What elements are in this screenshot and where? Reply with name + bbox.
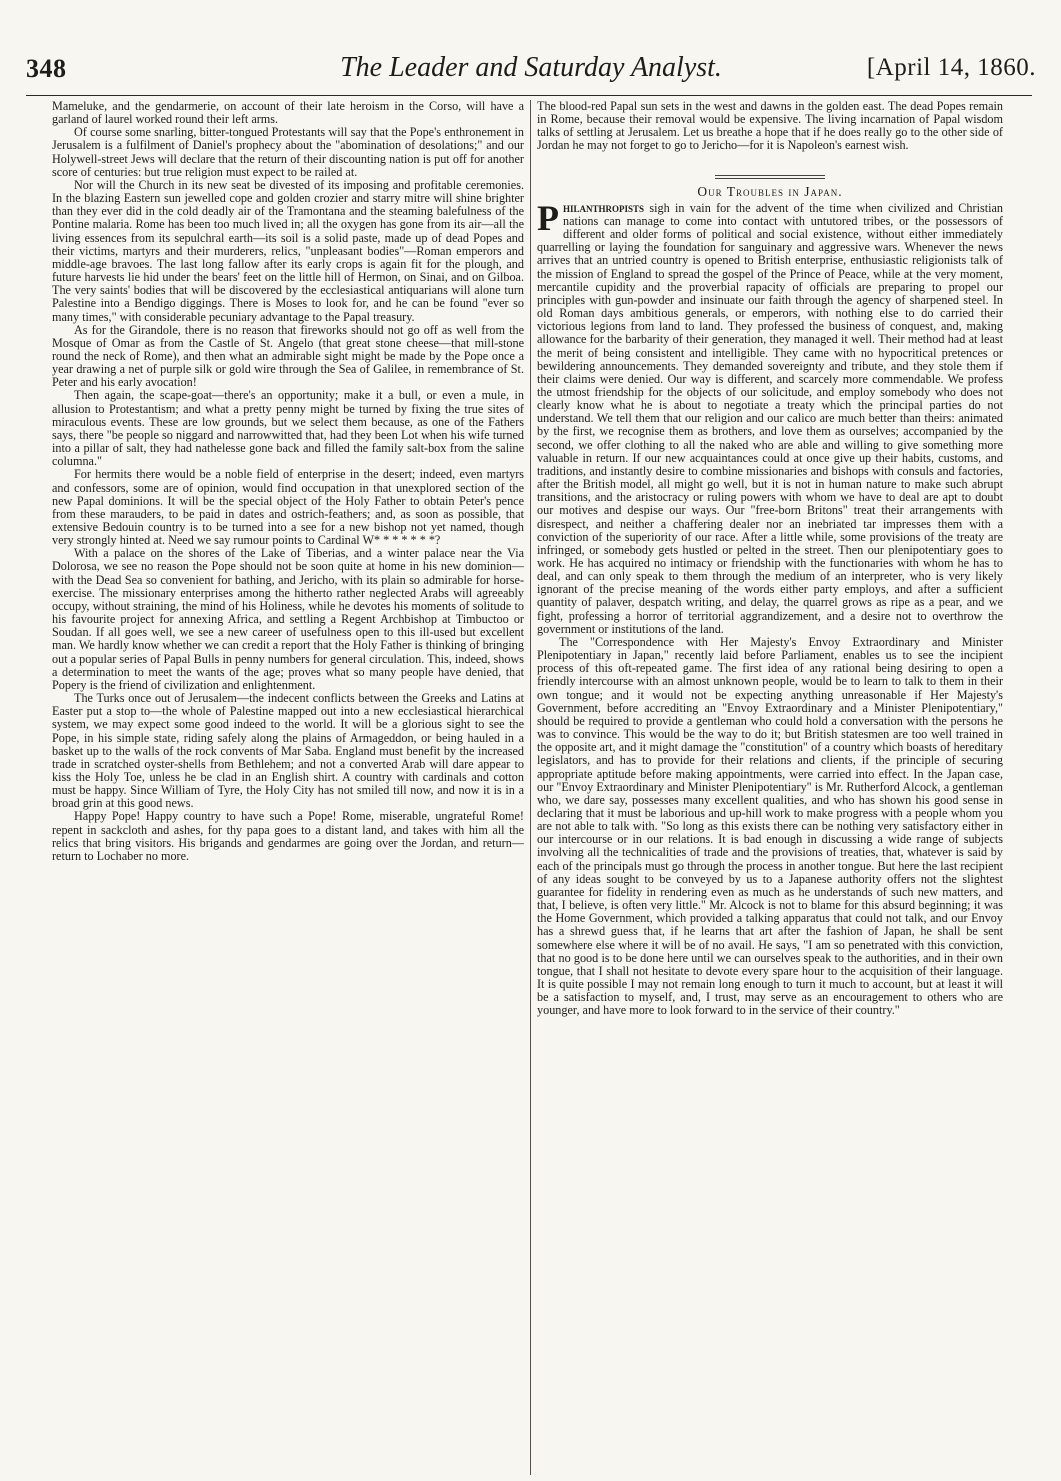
paragraph: For hermits there would be a noble field of enterprise in the desert; indeed, even martyrs and confessors, some are of opinion, would find occupation in that unexplored section of the new Papal dominions. It will be the special object of the Holy Father to obtain Peter's pence from these marauders, to be paid in dates and ostrich-feathers; and, as soon as possible, that extensive Bedouin country is to be turned into a see for a new bishop not yet named, though very strongly hinted at. Need we say rumour points to Cardinal W* * * * * * *?	[52, 467, 524, 548]
article-first-word: hilanthropists	[563, 200, 645, 215]
paragraph: The Turks once out of Jerusalem—the indecent conflicts between the Greeks and Latins at Easter put a stop to—the whole of Palestine mapped out into a new ecclesiastical hierarchical system, we may expect some good indeed to the world. It will be a glorious sight to see the Pope, in his simple state, riding safely along the plains of Armageddon, or being hauled in a basket up to the walls of the rock convents of Mar Saba. England must benefit by the increased trade in scratched oyster-shells from Bethlehem; and not a converted Arab will dare appear to kiss the Holy Toe, unless he be clad in an English shirt. A country with cardinals and cotton must be happy. Since William of Tyre, the Holy City has not smiled till now, and now it is in a broad grin at this good news.	[52, 691, 524, 811]
section-rule	[715, 175, 825, 179]
left-column	[52, 100, 524, 1470]
paragraph: Then again, the scape-goat—there's an opportunity; make it a bull, or even a mule, in allusion to Protestantism; and what a pretty penny might be turned by fixing the true sites of miraculous events. These are low grounds, but we select them because, as one of the Fathers says, there "be people so niggard and narrowwitted that, had they been Lot when his wife turned into a pillar of salt, they had nathelesse gone back and filled the family salt-box from the saline columna."	[52, 388, 524, 469]
paragraph: Nor will the Church in its new seat be divested of its imposing and profitable ceremonies. In the blazing Eastern sun jewelled cope and golden crozier and starry mitre will shine brighter than they ever did in the cold deadly air of the Tramontana and the steaming balefulness of the Pontine malaria. Rome has been too much lived in; all the oxygen has gone from its air—all the living essences from its sepulchral earth—its soil is a solid paste, made up of dead Popes and their victims, martyrs and their murderers, relics, "unpleasant bodies"—Roman emperors and middle-age bravoes. The last long fallow after its early crops is again fit for the plough, and future harvests lie hid under the bears' feet on the little hill of Hermon, on Sinai, and on Gilboa. The very saints' bodies that will be discovered by the ecclesiastical antiquarians will alone turn Palestine into a Bendigo diggings. There is Moses to look for, and he can be found "ever so many times," with considerable pecuniary advantage to the Papal treasury.	[52, 177, 524, 324]
paragraph: The blood-red Papal sun sets in the west and dawns in the golden east. The dead Popes remain in Rome, because their removal would be expensive. The living incarnation of Papal wisdom talks of settling at Jerusalem. Let us breathe a hope that if he does really go to the other side of Jordan he may not forget to go to Jericho—for it is Napoleon's earnest wish.	[537, 100, 1003, 153]
right-column	[537, 100, 1003, 1470]
masthead-title: The Leader and Saturday Analyst.	[340, 52, 722, 83]
paragraph: The "Correspondence with Her Majesty's Envoy Extraordinary and Minister Plenipotentiary in Japan," recently laid before Parliament, enables us to see the incipient process of this oft-repeated game. The first idea of any rational being desiring to open a friendly intercourse with an almost unknown people, would be to learn to talk to them in their own tongue; and it would not be expecting anything unreasonable if Her Majesty's Government, before accrediting an "Envoy Extraordinary and a Minister Plenipotentiary," should be required to provide a gentleman who could hold a conversation with the persons he was to convince. This would be the way to do it; but British statesmen are too well trained in the opposite art, and it might damage the "constitution" of a country which boasts of hereditary legislators, and has to provide for their relations and clients, if the principle of securing appropriate aptitude before making appointments, were carried into effect. In the Japan case, our "Envoy Extraordinary and Minister Plenipotentiary" is Mr. Rutherford Alcock, a gentleman who, we dare say, possesses many excellent qualities, and who has shown his good sense in declaring that it must be laborious and up-hill work to make progress with a people whom you are not able to talk with. "So long as this exists there can be nothing very satisfactory either in our intercourse or in our relations. It is bad enough in discussing a wide range of subjects involving all the technicalities of trade and the provisions of treaties, that, whatever is said by each of the principals must go through the process in another tongue. But here the last recipient of any ideas sought to be conveyed by us to a Japanese authority offers not the slightest guarantee for fidelity in rendering even as much as he understands of such new matters, and that, I believe, is often very little." Mr. Alcock is not to blame for this absurd beginning; it was the Home Government, which provided a talking apparatus that could not talk, and our Envoy has a shrewd guess that, if he learns that art after the fashion of Japan, he shall be sent somewhere else where it will be of no avail. He says, "I am so penetrated with this conviction, that no good is to be done here until we can ourselves speak to the authorities, and in their own tongue, that I shall not hesitate to devote every spare hour to the acquisition of their language. It is quite possible I may not remain long enough to turn it much to account, but at least it will be a satisfaction to myself, and, I trust, may serve as an encouragement to others who are younger, and have more to look forward to in the service of their country."	[537, 634, 1003, 1018]
paragraph: Happy Pope! Happy country to have such a Pope! Rome, miserable, ungrateful Rome! repent in sackcloth and ashes, for thy papa goes to a distant land, and takes with him all the relics that bring visitors. His brigands and gendarmes are going over the Jordan, and return—return to Lochaber no more.	[52, 809, 524, 863]
paragraph: Mameluke, and the gendarmerie, on account of their late heroism in the Corso, will have a garland of laurel worked round their left arms.	[52, 100, 524, 127]
page-header	[26, 48, 1036, 90]
issue-date: [April 14, 1860.	[866, 54, 1036, 81]
paragraph: Of course some snarling, bitter-tongued Protestants will say that the Pope's enthronement in Jerusalem is a fulfilment of Daniel's prophecy about the "abomination of desolations;" and our Holywell-street Jews will declare that the return of their discounting nation is put off for another score of centuries: but true religion must expect to be railed at.	[52, 125, 524, 179]
column-rule	[530, 100, 531, 1475]
article-text: sigh in vain for the advent of the time when civilized and Christian nations can manage to come into contact with untutored tribes, or the possessors of different and older forms of political and social existence, without either immediately quarrelling or laying the foundation for sanguinary and aggressive wars. Whenever the news arrives that an untried country is opened to British enterprise, enthusiastic religionists talk of the mission of England to spread the gospel of the Prince of Peace, while at the very moment, mercantile cupidity and the proverbial rapacity of officials are preparing to propel our principles with gun-powder and insinuate our faith through the agency of sharpened steel. In old Roman days ambitious generals, or emperors, with nothing else to do carried their victorious legions from land to land. They professed the business of conquest, and, making allowance for the barbarity of their generation, they managed it well. Their method had at least the merit of being consistent and intelligible. They came with no hypocritical pretences or bewildering announcements. They demanded sovereignty and tribute, and they stole them if their claims were denied. Our way is different, and scarcely more commendable. We profess the utmost friendship for the objects of our solicitude, and employ somebody who does not clearly know what he is about to negotiate a treaty which the principal parties do not understand. We tell them that our religion and our calico are much better than theirs: animated by the first, we recognise them as brothers, and love them as ourselves; accompanied by the second, we offer clothing to all the naked who are able and willing to give something more valuable in return. If our new acquaintances could at once give up their habits, customs, and traditions, and instantly desire to combine missionaries and bishops with consuls and factories, after the British model, all might go well, but it is not in human nature to make such abrupt transitions, and the aristocracy or ruling powers with whom we have to deal are apt to doubt our motives and despise our ways. Our "free-born Britons" treat their arrangements with disrespect, and neither a chaffering dealer nor an inebriated tar impresses them with a conviction of the superiority of our race. After a little while, some provisions of the treaty are infringed, or somebody gets hustled or pelted in the street. Then our plenipotentiary goes to work. He has acquired no intimacy or friendship with the functionaries with whom he has to deal, and can only speak to them through the medium of an interpreter, who is very likely ignorant of the precise meaning of the words either party employs, and after a sufficient quantity of palaver, despatch writing, and delay, the quarrel grows as ripe as a pear, and we fight, professing a horror of territorial aggrandizement, and a desire not to overthrow the government or institutions of the land.	[537, 200, 1003, 636]
header-rule	[26, 95, 1032, 96]
page-number: 348	[26, 54, 67, 83]
article-first-paragraph	[537, 197, 1003, 636]
dropcap: P	[537, 197, 559, 238]
paragraph: With a palace on the shores of the Lake of Tiberias, and a winter palace near the Via Dolorosa, we see no reason the Pope should not be soon quite at home in his new dominion—with the Dead Sea so convenient for bathing, and Jericho, with its plain so admirable for horse-exercise. The missionary enterprises among the hitherto rather neglected Arabs will agreeably occupy, without straining, the mind of his Holiness, while he devotes his moments of solitude to his favourite project for annexing Africa, and settling a Regent Archbishop at Timbuctoo or Soudan. If all goes well, we see a new career of usefulness open to this ill-used but excellent man. We hardly know whether we can credit a report that the Holy Father is thinking of bringing out a popular series of Papal Bulls in penny numbers for general circulation. This, indeed, shows a determination to meet the wants of the age; proves what so many people have denied, that Popery is the friend of civilization and enlightenment.	[52, 546, 524, 692]
paragraph: As for the Girandole, there is no reason that fireworks should not go off as well from the Mosque of Omar as from the Castle of St. Angelo (that great stone cheese—that mill-stone round the neck of Rome), and then what an admirable sight might be made by the Pope once a year drawing a net of purple silk or gold wire through the Sea of Galilee, in remembrance of St. Peter and his early avocation!	[52, 322, 524, 390]
article-title: Our Troubles in Japan.	[697, 183, 843, 199]
